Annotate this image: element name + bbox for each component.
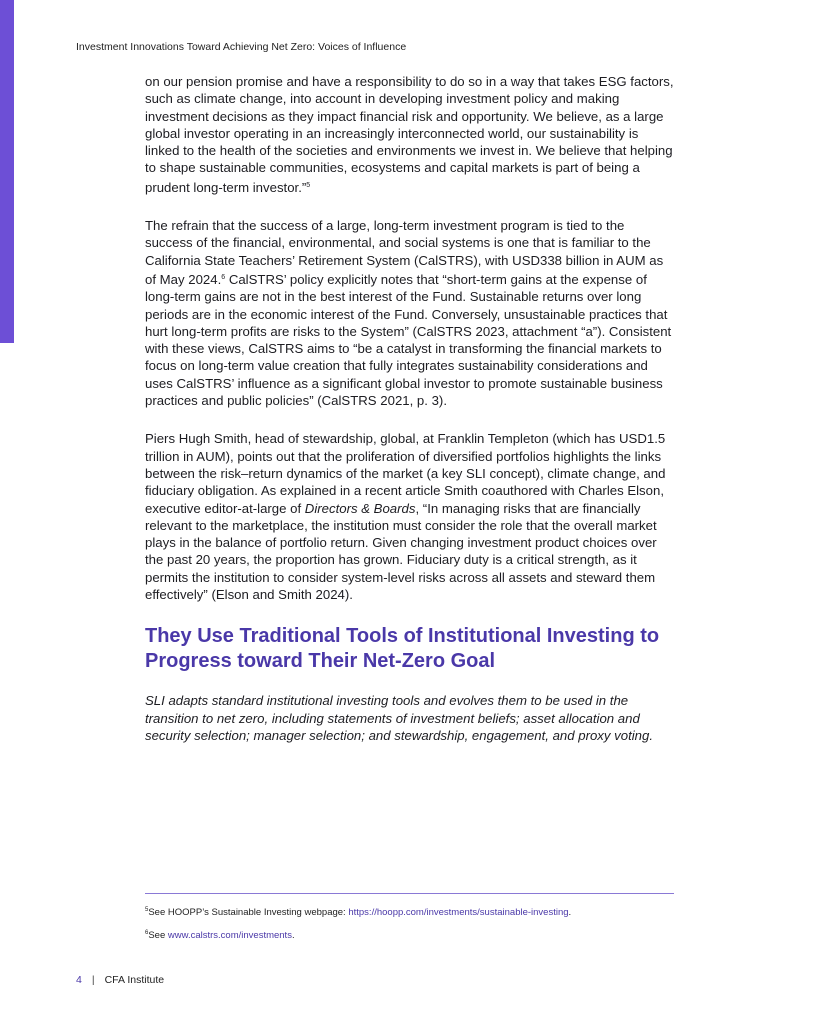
footnote-ref-6[interactable]: 6 (221, 273, 226, 281)
section-heading: They Use Traditional Tools of Institutional Investing to Progress toward Their Net-Zero Goal (145, 625, 660, 673)
paragraph-text: The refrain that the success of a large, long-term investment program is tied to the success of the financial, environmental, and social systems is one that is familiar to the California State Teachers’ Retirement System (CalSTRS), with USD338 billion in AUM as of May 2024. (145, 218, 664, 287)
paragraph-quote-continuation (145, 73, 675, 196)
footnote-number: 6 (145, 930, 149, 936)
footer-separator: | (91, 974, 95, 986)
paragraph-franklin-templeton (145, 430, 675, 603)
publisher-name: CFA Institute (104, 974, 165, 986)
footnote-divider (145, 893, 674, 894)
paragraph-text: CalSTRS’ policy explicitly notes that “short-term gains at the expense of long-term gains are not in the best interest of the Fund. Sustainable returns over long periods are in the economic interest of the Fund. Conversely, unsustainable practices that hurt long-term profits are risks to the System” (CalSTRS 2023, attachment “a”). Consistent with these views, CalSTRS aims to “be a catalyst in transforming the financial markets to focus on long-term value creation that fully integrates sustainability considerations and uses CalSTRS’ influence as a significant global investor to promote sustainable business practices and public policies” (CalSTRS 2021, p. 3). (145, 271, 672, 409)
paragraph-text: on our pension promise and have a responsibility to do so in a way that takes ESG factors, such as climate change, into account in developing investment policy and making investment decisions as they impact financial risk and opportunity. We believe, as a large global investor operating in an increasingly interconnected world, our sustainability is linked to the health of the societies and environments we invest in. We believe that helping to shape sustainable communities, ecosystems and capital markets is part of being a prudent long-term investor.” (145, 74, 674, 195)
page-number: 4 (76, 974, 82, 986)
paragraph-text: , “In managing risks that are financially relevant to the marketplace, the institution must consider the role that the overall market plays in the balance of portfolio return. Given changing investment product choices over the past 20 years, the proportion has grown. Fiduciary duty is a critical strength, as it permits the institution to consider system-level risks across all assets and steward them effectively” (Elson and Smith 2024). (145, 500, 657, 603)
footnote-link-calstrs[interactable]: www.calstrs.com/investments (167, 930, 292, 941)
footnote-ref-5[interactable]: 5 (306, 181, 311, 189)
accent-bar (0, 0, 14, 343)
footnote-text: See (148, 930, 168, 941)
paragraph-text: Piers Hugh Smith, head of stewardship, global, at Franklin Templeton (which has USD1.5 trillion in AUM), points out that the proliferation of diversified portfolios highlights the links between the risk–return dynamics of the market (a key SLI concept), climate change, and fiduciary obligation. As explained in a recent article Smith coauthored with Charles Elson, executive editor-at-large of (145, 431, 666, 516)
page-footer (76, 974, 164, 986)
footnote-punctuation: . (568, 907, 572, 918)
footnote-text: See HOOPP’s Sustainable Investing webpage: (148, 907, 349, 918)
footnote-5 (145, 903, 705, 920)
footnotes (145, 903, 705, 949)
main-content (145, 73, 675, 744)
footnote-link-hoopp[interactable]: https://hoopp.com/investments/sustainable-investing (348, 907, 569, 918)
paragraph-calstrs (145, 217, 675, 409)
footnote-6 (145, 926, 705, 943)
section-intro: SLI adapts standard institutional investing tools and evolves them to be used in the transition to net zero, including statements of investment beliefs; asset allocation and security selection; manager selection; and stewardship, engagement, and proxy voting. (145, 693, 654, 743)
footnote-punctuation: . (291, 930, 295, 941)
footnote-number: 5 (145, 907, 149, 913)
running-header: Investment Innovations Toward Achieving Net Zero: Voices of Influence (76, 41, 407, 53)
publication-title: Directors & Boards (304, 500, 416, 516)
